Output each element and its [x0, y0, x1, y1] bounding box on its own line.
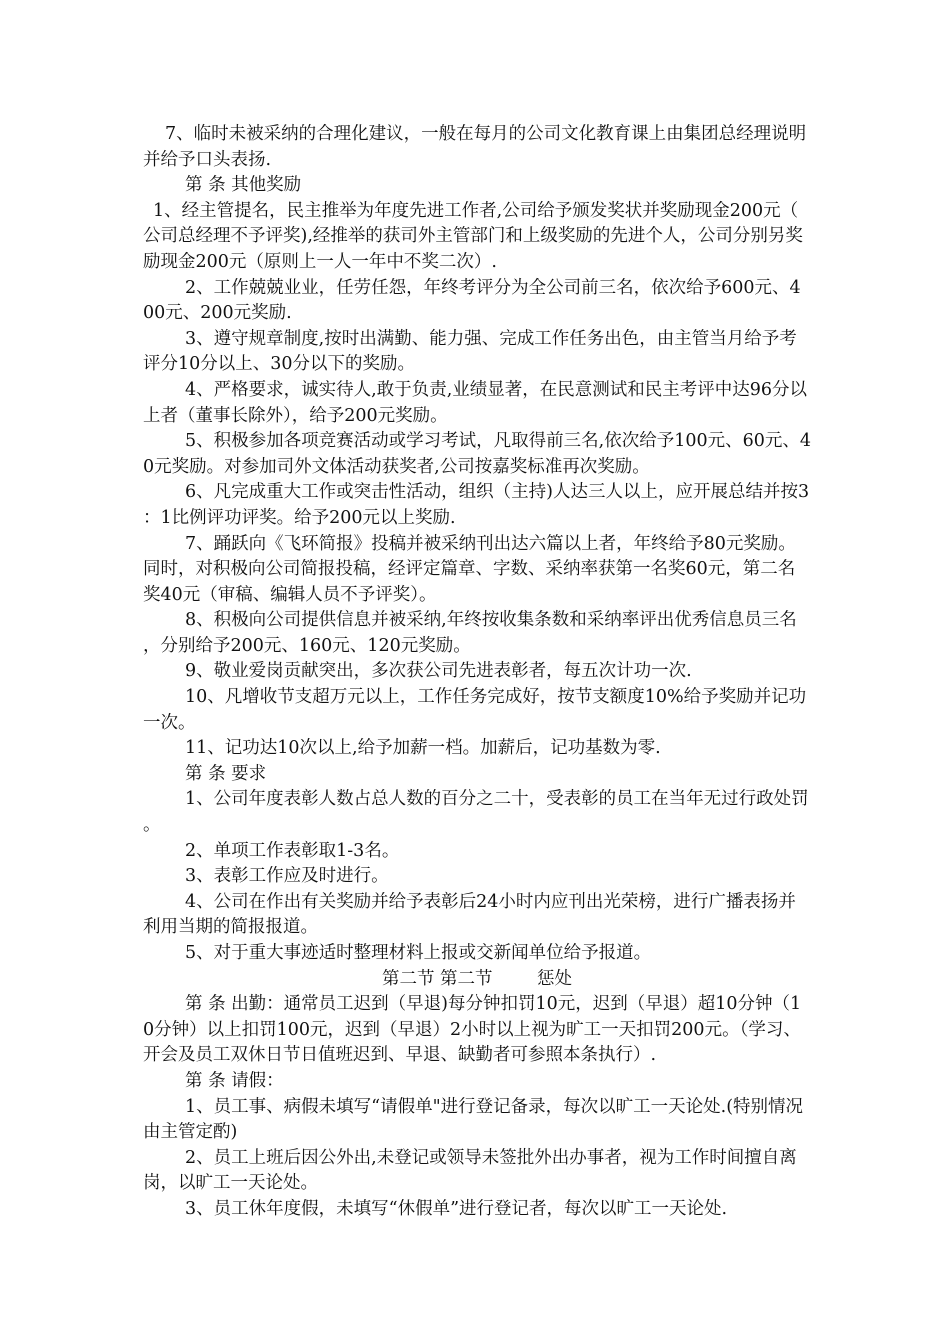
paragraph-reward-1: 1、经主管提名，民主推举为年度先进工作者,公司给予颁发奖状并奖励现金200元（公司总经理不予评奖),经推举的获司外主管部门和上级奖励的先进个人，公司分别另奖励现金200元（原则上一人一年中不奖二次）. — [143, 200, 803, 272]
paragraph-reward-9: 9、敬业爱岗贡献突出，多次获公司先进表彰者，每五次计功一次. — [185, 661, 692, 682]
paragraph-leave-1: 1、员工事、病假未填写“请假单"进行登记备录，每次以旷工一天论处.(特别情况由主管定酌) — [143, 1096, 804, 1143]
paragraph-reward-4: 4、严格要求，诚实待人,敢于负责,业绩显著，在民意测试和民主考评中达96分以上者（董事长除外），给予200元奖励。 — [143, 379, 808, 426]
paragraph-reward-6: 6、凡完成重大工作或突击性活动，组织（主持)人达三人以上，应开展总结并按3：1比例评功评奖。给予200元以上奖励. — [143, 482, 810, 528]
article-heading-other-rewards: 第 条 其他奖励 — [185, 175, 302, 196]
paragraph-reward-8: 8、积极向公司提供信息并被采纳,年终按收集条数和采纳率评出优秀信息员三名，分别给予200元、160元、120元奖励。 — [143, 610, 797, 656]
paragraph-attendance: 第 条 出勤：通常员工迟到（早退)每分钟扣罚10元，迟到（早退）超10分钟（10分钟）以上扣罚100元，迟到（早退）2小时以上视为旷工一天扣罚200元。（学习、开会及员工双休日节日值班迟到、早退、缺勤者可参照本条执行）. — [143, 994, 802, 1066]
paragraph-reward-7: 7、踊跃向《飞环简报》投稿并被采纳刊出达六篇以上者，年终给予80元奖励。同时，对积极向公司简报投稿，经评定篇章、字数、采纳率获第一名奖60元，第二名奖40元（审稿、编辑人员不予评奖）。 — [143, 533, 796, 605]
section-heading-penalties: 第二节 第二节 惩处 — [381, 968, 573, 989]
paragraph-reward-11: 11、记功达10次以上,给予加薪一档。加薪后，记功基数为零. — [185, 738, 661, 759]
article-heading-leave: 第 条 请假： — [185, 1070, 284, 1091]
paragraph-reward-5: 5、积极参加各项竞赛活动或学习考试，凡取得前三名,依次给予100元、60元、40元奖励。对参加司外文体活动获奖者,公司按嘉奖标准再次奖励。 — [143, 431, 811, 477]
paragraph-requirement-3: 3、表彰工作应及时进行。 — [185, 866, 389, 887]
paragraph-reward-10: 10、凡增收节支超万元以上，工作任务完成好，按节支额度10%给予奖励并记功一次。 — [143, 687, 807, 733]
paragraph-requirement-2: 2、单项工作表彰取1-3名。 — [185, 840, 400, 861]
paragraph-reward-2: 2、工作兢兢业业，任劳任怨，年终考评分为全公司前三名，依次给予600元、400元、200元奖励. — [143, 277, 801, 324]
paragraph-requirement-1: 1、公司年度表彰人数占总人数的百分之二十，受表彰的员工在当年无过行政处罚。 — [143, 789, 809, 836]
paragraph-leave-2: 2、员工上班后因公外出,未登记或领导未签批外出办事者，视为工作时间擅自离岗，以旷工一天论处。 — [143, 1147, 797, 1194]
document-body — [143, 122, 811, 1223]
paragraph-requirement-5: 5、对于重大事迹适时整理材料上报或交新闻单位给予报道。 — [185, 943, 652, 963]
article-heading-requirements: 第 条 要求 — [185, 763, 267, 784]
paragraph-leave-3: 3、员工休年度假，未填写“休假单”进行登记者，每次以旷工一天论处. — [185, 1198, 728, 1219]
paragraph-suggestion-7: 7、临时未被采纳的合理化建议，一般在每月的公司文化教育课上由集团总经理说明并给予口头表扬. — [143, 124, 807, 170]
paragraph-requirement-4: 4、公司在作出有关奖励并给予表彰后24小时内应刊出光荣榜，进行广播表扬并利用当期的简报报道。 — [143, 891, 796, 938]
paragraph-reward-3: 3、遵守规章制度,按时出满勤、能力强、完成工作任务出色，由主管当月给予考评分10分以上、30分以下的奖励。 — [143, 328, 797, 375]
